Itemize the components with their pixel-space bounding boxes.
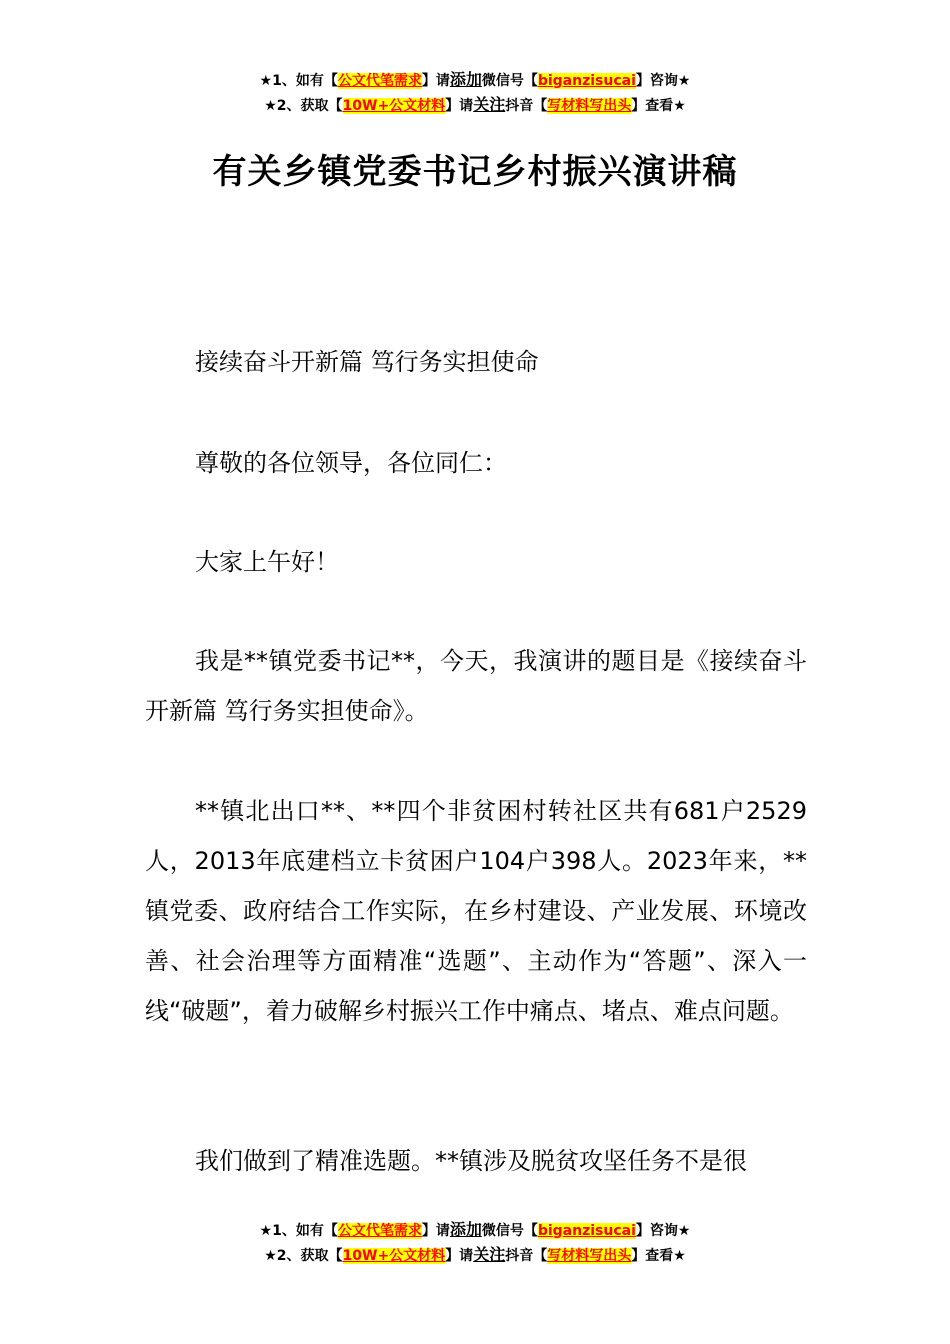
promo-text: 】请 [421,1223,450,1239]
promo-text: 抖音【 [505,1248,548,1264]
promo-emphasis: 添加 [449,1220,482,1239]
promo-text: 】查看★ [631,98,686,114]
promo-text: 】请 [421,73,450,89]
promo-text: ★1、如有【 [259,73,338,89]
promo-text: 】咨询★ [635,73,691,89]
header-promo-line-1 [0,68,950,93]
promo-text: 】咨询★ [635,1223,691,1239]
footer-promo [0,1218,950,1268]
promo-highlight: 10W+公文材料 [342,1248,446,1264]
greeting: 大家上午好！ [195,548,339,576]
promo-highlight: 公文代笔需求 [337,1223,422,1239]
body-paragraph: 我们做到了精准选题。**镇涉及脱贫攻坚任务不是很 [195,1147,747,1175]
promo-text: ★2、获取【 [264,1248,343,1264]
promo-highlight: 公文代笔需求 [337,73,422,89]
promo-emphasis: 关注 [473,95,506,114]
document-title: 有关乡镇党委书记乡村振兴演讲稿 [212,152,738,192]
promo-wechat-id: biganzisucai [537,73,636,89]
header-promo [0,68,950,118]
speech-subtitle: 接续奋斗开新篇 笃行务实担使命 [195,348,539,376]
body-paragraph: **镇北出口**、**四个非贫困村转社区共有681户2529人，2013年底建档立卡贫困户104户398人。2023年来，**镇党委、政府结合工作实际，在乡村建设、产业发展、环境改善、社会治理等方面精准“选题”、主动作为“答题”、深入一线“破题”，着力破解乡村振兴工作中痛点、堵点、难点问题。 [145,797,807,1025]
promo-douyin-id: 写材料写出头 [547,1248,632,1264]
body-paragraph: 我是**镇党委书记**，今天，我演讲的题目是《接续奋斗开新篇 笃行务实担使命》。 [145,647,807,725]
promo-text: 】请 [445,98,474,114]
footer-promo-line-2 [0,1243,950,1268]
promo-highlight: 10W+公文材料 [342,98,446,114]
promo-text: 】查看★ [631,1248,686,1264]
footer-promo-line-1 [0,1218,950,1243]
promo-emphasis: 关注 [473,1245,506,1264]
header-promo-line-2 [0,93,950,118]
promo-douyin-id: 写材料写出头 [547,98,632,114]
promo-text: 抖音【 [505,98,548,114]
promo-wechat-id: biganzisucai [537,1223,636,1239]
promo-emphasis: 添加 [449,70,482,89]
promo-text: 微信号【 [481,73,538,89]
salutation: 尊敬的各位领导，各位同仁： [195,449,507,477]
promo-text: ★2、获取【 [264,98,343,114]
promo-text: ★1、如有【 [259,1223,338,1239]
promo-text: 微信号【 [481,1223,538,1239]
promo-text: 】请 [445,1248,474,1264]
